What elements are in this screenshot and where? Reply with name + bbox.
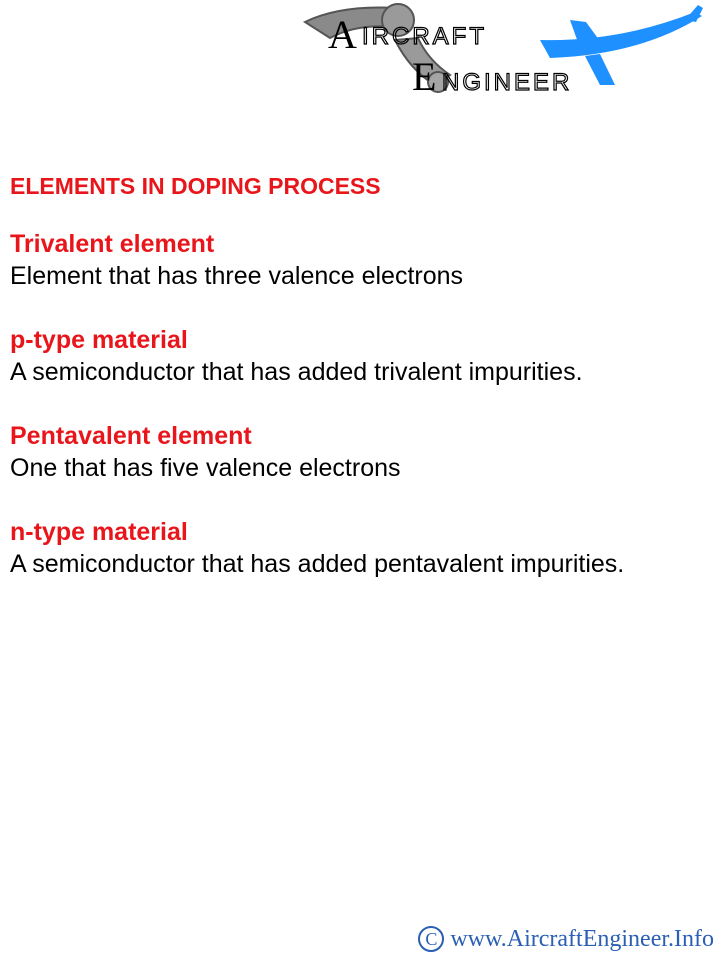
footer-credit (418, 922, 714, 956)
copyright-icon: C (418, 926, 444, 952)
term-item (10, 228, 710, 292)
logo-line2: NGINEER (442, 69, 573, 96)
aircraft-engineer-logo (300, 0, 710, 100)
term-item (10, 420, 710, 484)
term-name: n-type material (10, 518, 188, 546)
page-title: ELEMENTS IN DOPING PROCESS (10, 173, 381, 199)
term-name: p-type material (10, 326, 188, 354)
svg-text:E: E (412, 54, 437, 99)
svg-text:A: A (328, 12, 357, 57)
document-content (10, 170, 710, 612)
term-item (10, 324, 710, 388)
term-name: Trivalent element (10, 230, 215, 258)
term-item (10, 516, 710, 580)
wrench-airplane-icon (300, 0, 710, 100)
term-definition: A semiconductor that has added trivalent impurities. (10, 358, 583, 386)
term-name: Pentavalent element (10, 422, 252, 450)
logo-line1: IRCRAFT (362, 23, 487, 50)
footer-url[interactable]: www.AircraftEngineer.Info (450, 925, 714, 952)
term-definition: One that has five valence electrons (10, 454, 401, 482)
term-definition: Element that has three valence electrons (10, 262, 464, 290)
term-definition: A semiconductor that has added pentavalent impurities. (10, 550, 625, 578)
